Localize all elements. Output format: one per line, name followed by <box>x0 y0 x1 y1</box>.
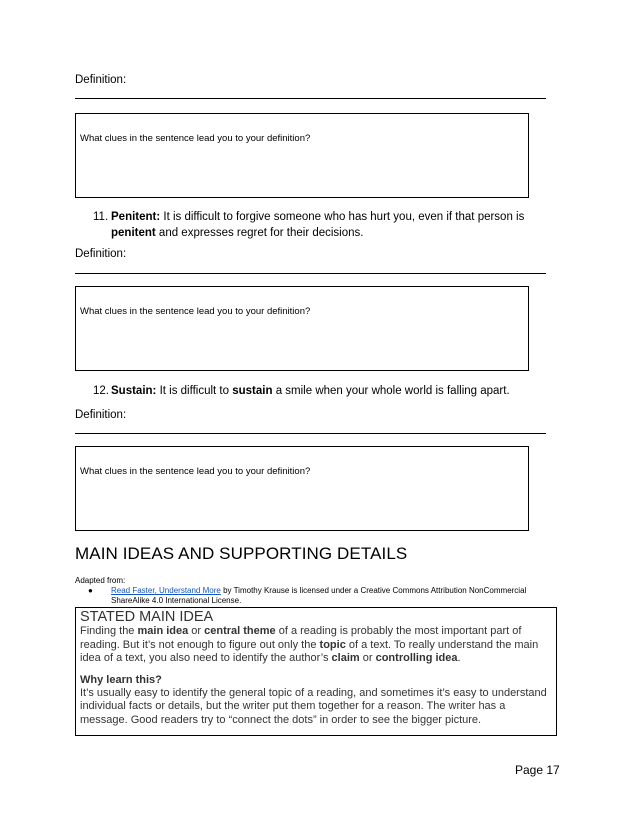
item-term-inline: penitent <box>111 227 156 239</box>
clue-question: What clues in the sentence lead you to your definition? <box>80 133 311 144</box>
definition-label: Definition: <box>75 409 127 421</box>
item-sentence-part: It is difficult to forgive someone who has hurt you, even if that person is <box>160 211 525 223</box>
stated-main-idea-box <box>75 607 557 736</box>
clue-question: What clues in the sentence lead you to your definition? <box>80 306 311 317</box>
clue-question: What clues in the sentence lead you to your definition? <box>80 466 311 477</box>
source-license-text-2: ShareAlike 4.0 International License. <box>111 596 242 605</box>
adapted-from-label: Adapted from: <box>75 576 126 585</box>
bullet-icon: ● <box>88 586 93 595</box>
stated-paragraph-1: Finding the main idea or central theme of a reading is probably the most important part of reading. But it’s not enough to figure out only the topic of a text. To really understand the main idea of a text, you also need to identify the author’s claim or controlling idea. <box>80 625 539 665</box>
item-sentence-part: a smile when your whole world is falling apart. <box>272 385 510 397</box>
clue-answer-box[interactable] <box>75 446 529 531</box>
clue-answer-box[interactable] <box>75 286 529 371</box>
item-number: 12. <box>93 385 109 397</box>
item-number: 11. <box>93 211 109 223</box>
page-number: Page 17 <box>515 763 560 777</box>
stated-main-idea-title: STATED MAIN IDEA <box>80 609 214 625</box>
clue-answer-box[interactable] <box>75 113 529 198</box>
definition-answer-line[interactable] <box>75 433 546 434</box>
definition-answer-line[interactable] <box>75 273 546 274</box>
why-learn-title: Why learn this? <box>80 673 162 686</box>
vocab-item-12 <box>93 383 533 399</box>
definition-answer-line[interactable] <box>75 98 546 99</box>
item-term: Sustain: <box>111 385 157 397</box>
definition-label: Definition: <box>75 74 127 86</box>
section-title: MAIN IDEAS AND SUPPORTING DETAILS <box>75 544 408 563</box>
stated-paragraph-2: It’s usually easy to identify the general topic of a reading, and sometimes it’s easy to understand individual facts or details, but the writer put them together for a reason. The writer has a message. Good readers try to “connect the dots” in order to see the bigger picture. <box>80 687 547 726</box>
item-sentence-part: It is difficult to <box>156 385 233 397</box>
item-term: Penitent: <box>111 211 161 223</box>
item-sentence-part: and expresses regret for their decisions. <box>155 227 364 239</box>
source-link[interactable]: Read Faster, Understand More <box>111 586 221 595</box>
vocab-item-11 <box>93 209 533 241</box>
source-license-text: by Timothy Krause is licensed under a Creative Commons Attribution NonCommercial <box>220 586 527 595</box>
definition-label: Definition: <box>75 248 127 260</box>
item-term-inline: sustain <box>232 385 273 397</box>
source-citation <box>88 586 544 606</box>
